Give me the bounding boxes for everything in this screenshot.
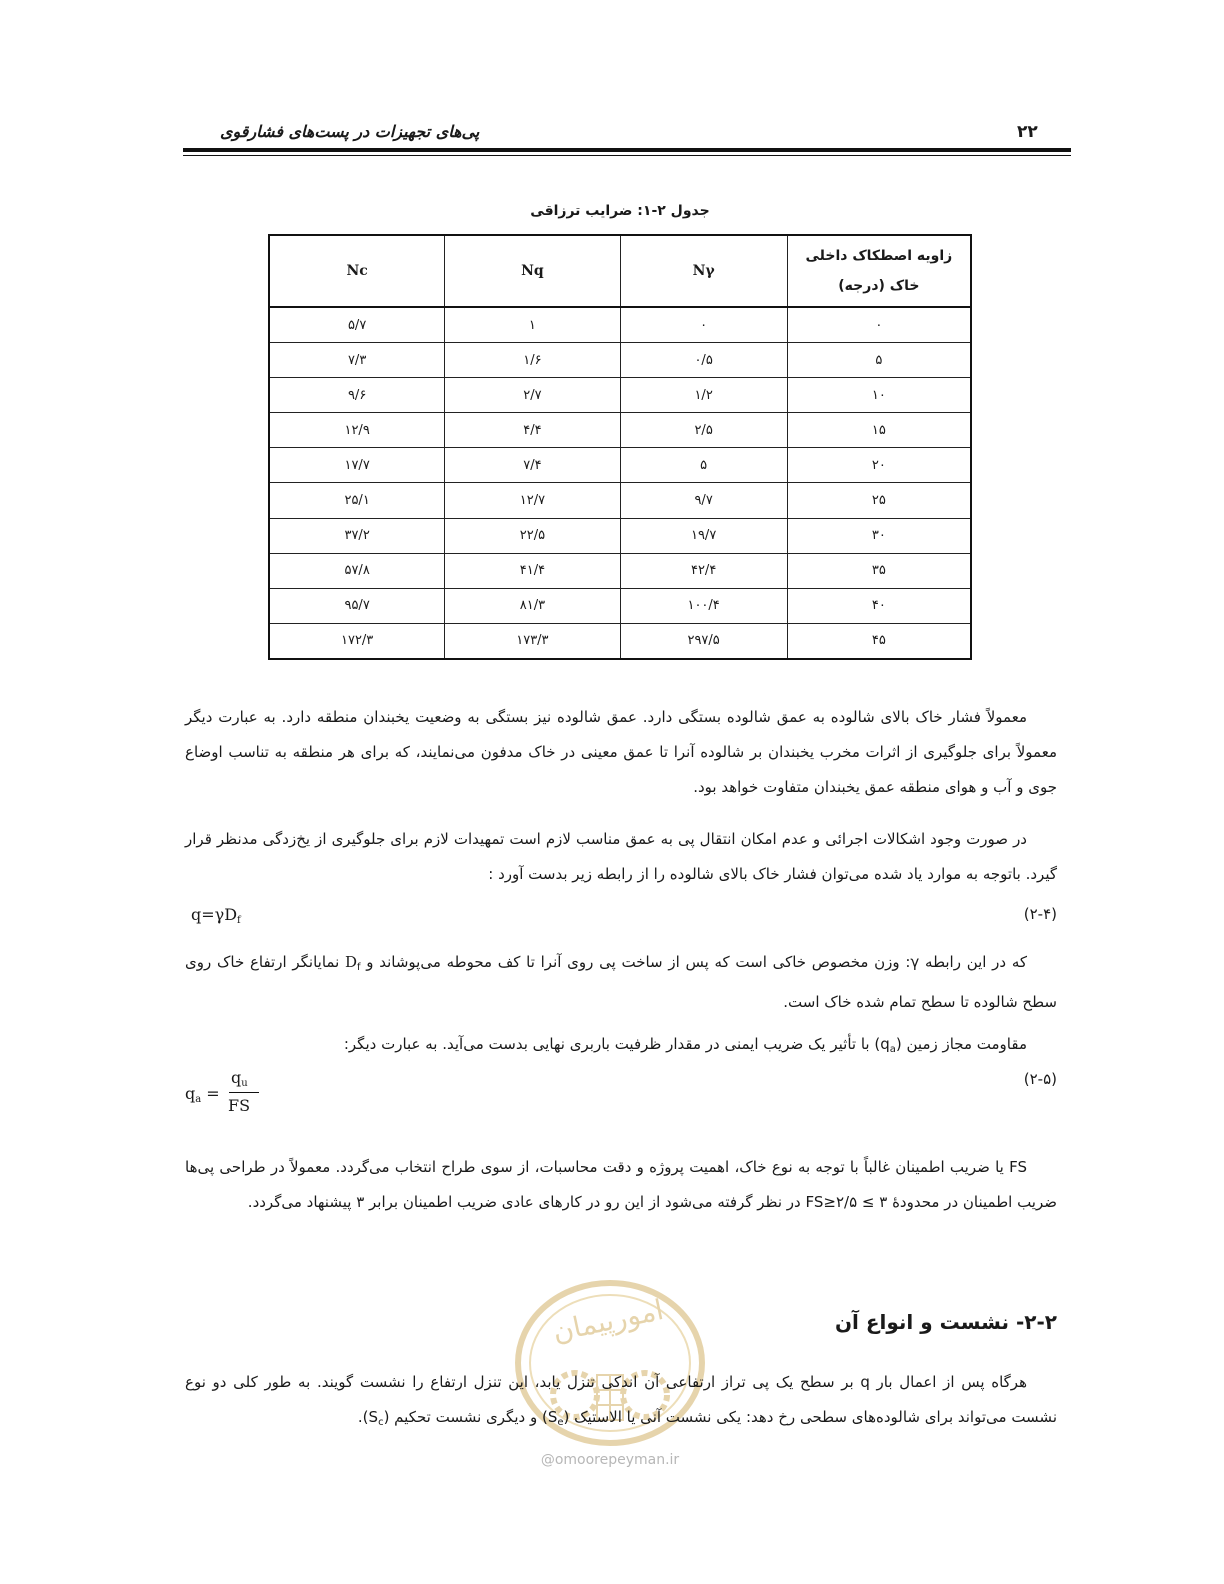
- cell-nq: ۴۱/۴: [445, 553, 620, 588]
- table-row: [269, 623, 971, 659]
- cell-nq: ۱: [445, 307, 620, 343]
- fraction-bar: [229, 1092, 259, 1093]
- header-rule-thick: [183, 148, 1071, 152]
- cell-n-gamma: ۲/۵: [620, 413, 787, 448]
- cell-nc: ۷/۳: [269, 343, 445, 378]
- equation-number: (۲-۴): [1023, 905, 1057, 923]
- paragraph-frost-depth: معمولاً فشار خاک بالای شالوده به عمق شالوده بستگی دارد. عمق شالوده نیز بستگی به وضعیت یخبندان منطقه دارد. به عبارت دیگر معمولاً برای جلوگیری از اثرات مخرب یخبندان بر شالوده آنرا تا عمق معینی در خاک مدفون می‌نمایند، که برای هر منطقه به تناسب اوضاع جوی و آب و هوای منطقه عمق یخبندان متفاوت خواهد بود.: [185, 708, 1057, 796]
- header-rule-thin: [183, 155, 1071, 156]
- cell-n-gamma: ۵: [620, 448, 787, 483]
- cell-nc: ۹۵/۷: [269, 588, 445, 623]
- cell-nc: ۹/۶: [269, 378, 445, 413]
- cell-nq: ۲/۷: [445, 378, 620, 413]
- cell-nc: ۱۷۲/۳: [269, 623, 445, 659]
- cell-nc: ۱۲/۹: [269, 413, 445, 448]
- header-n-gamma: Nγ: [620, 235, 787, 307]
- table-row: [269, 518, 971, 553]
- equation-number: (۲-۵): [1023, 1070, 1057, 1088]
- cell-angle: ۱۰: [787, 378, 971, 413]
- paragraph-allowable-pressure: مقاومت مجاز زمین $(q_a)$ با تأثیر یک ضریب ایمنی در مقدار ظرفیت باربری نهایی بدست می‌آید. به عبارت دیگر:: [343, 1035, 1027, 1055]
- cell-n-gamma: ۲۹۷/۵: [620, 623, 787, 659]
- equation-2-4: [185, 905, 1057, 935]
- header-nq: Nq: [445, 235, 620, 307]
- paragraph-settlement-types: هرگاه پس از اعمال بار q بر سطح یک پی تراز ارتفاعی آن اندکی تنزل یابد، این تنزل ارتفاع را نشست گویند. به طور کلی دو نوع نشست می‌تواند برای شالوده‌های سطحی رخ دهد: یکی نشست آنی یا الاستیک $(S_e)$ و دیگری نشست تحکیم $(S_c)$.: [185, 1373, 1057, 1428]
- table-row: [269, 378, 971, 413]
- cell-nq: ۱/۶: [445, 343, 620, 378]
- cell-angle: ۴۵: [787, 623, 971, 659]
- cell-nq: ۲۲/۵: [445, 518, 620, 553]
- cell-angle: ۲۰: [787, 448, 971, 483]
- equation-2-5-formula: $q_a$ = $q_u$ FS: [185, 1068, 265, 1122]
- cell-nq: ۸۱/۳: [445, 588, 620, 623]
- cell-nq: ۱۷۳/۳: [445, 623, 620, 659]
- table-row: [269, 483, 971, 518]
- cell-nc: ۲۵/۱: [269, 483, 445, 518]
- cell-nq: ۱۲/۷: [445, 483, 620, 518]
- cell-angle: ۲۵: [787, 483, 971, 518]
- cell-nq: ۷/۴: [445, 448, 620, 483]
- cell-angle: ۳۵: [787, 553, 971, 588]
- cell-nc: ۵/۷: [269, 307, 445, 343]
- svg-text:امورپیمان: امورپیمان: [549, 1292, 667, 1349]
- paragraph-variable-definitions: که در این رابطه γ: وزن مخصوص خاکی است که پس از ساخت پی روی آنرا تا کف محوطه می‌پوشاند و $D_f$ نمایانگر ارتفاع خاک روی سطح شالوده تا سطح تمام شده خاک است.: [185, 953, 1057, 1011]
- paragraph-safety-factor: FS یا ضریب اطمینان غالباً با توجه به نوع خاک، اهمیت پروژه و دقت محاسبات، از سوی طراح انتخاب می‌گردد. معمولاً در طراحی پی‌ها ضریب اطمینان در محدودهٔ ۳ ≥ FS≥۲/۵ در نظر گرفته می‌شود از این رو در کارهای عادی ضریب اطمینان برابر ۳ پیشنهاد می‌گردد.: [185, 1158, 1057, 1211]
- cell-n-gamma: ۰: [620, 307, 787, 343]
- paragraph-soil-pressure-intro: در صورت وجود اشکالات اجرائی و عدم امکان انتقال پی به عمق مناسب لازم است تمهیدات لازم برای جلوگیری از یخ‌زدگی مدنظر قرار گیرد. باتوجه به موارد یاد شده می‌توان فشار خاک بالای شالوده را از رابطه زیر بدست آورد :: [185, 830, 1057, 883]
- header-friction-angle: زاویه اصطکاک داخلی خاک (درجه): [787, 235, 971, 307]
- table-row: [269, 553, 971, 588]
- cell-n-gamma: ۱/۲: [620, 378, 787, 413]
- table-row: [269, 448, 971, 483]
- cell-nc: ۳۷/۲: [269, 518, 445, 553]
- equation-formula: $q=\gamma D_f$: [191, 905, 241, 926]
- cell-angle: ۵: [787, 343, 971, 378]
- cell-angle: ۴۰: [787, 588, 971, 623]
- cell-n-gamma: ۹/۷: [620, 483, 787, 518]
- section-heading-settlement: ۲-۲- نشست و انواع آن: [834, 1310, 1057, 1334]
- cell-nq: ۴/۴: [445, 413, 620, 448]
- table-row: [269, 588, 971, 623]
- cell-n-gamma: ۴۲/۴: [620, 553, 787, 588]
- cell-n-gamma: ۱۰۰/۴: [620, 588, 787, 623]
- page-number: ۲۲: [1017, 122, 1038, 142]
- cell-n-gamma: ۱۹/۷: [620, 518, 787, 553]
- cell-angle: ۱۵: [787, 413, 971, 448]
- table-caption: جدول ۲-۱: ضرایب ترزاقی: [530, 203, 710, 219]
- watermark-footer: @omoorepeyman.ir: [540, 1452, 680, 1468]
- cell-angle: ۰: [787, 307, 971, 343]
- cell-angle: ۳۰: [787, 518, 971, 553]
- running-title: پی‌های تجهیزات در پست‌های فشارقوی: [220, 122, 480, 141]
- terzaghi-coefficients-table: [268, 234, 972, 660]
- equation-2-5-number-row: [185, 1070, 1057, 1100]
- table-row: [269, 413, 971, 448]
- cell-nc: ۱۷/۷: [269, 448, 445, 483]
- cell-n-gamma: ۰/۵: [620, 343, 787, 378]
- header-nc: Nc: [269, 235, 445, 307]
- cell-nc: ۵۷/۸: [269, 553, 445, 588]
- table-row: [269, 307, 971, 343]
- table-row: [269, 343, 971, 378]
